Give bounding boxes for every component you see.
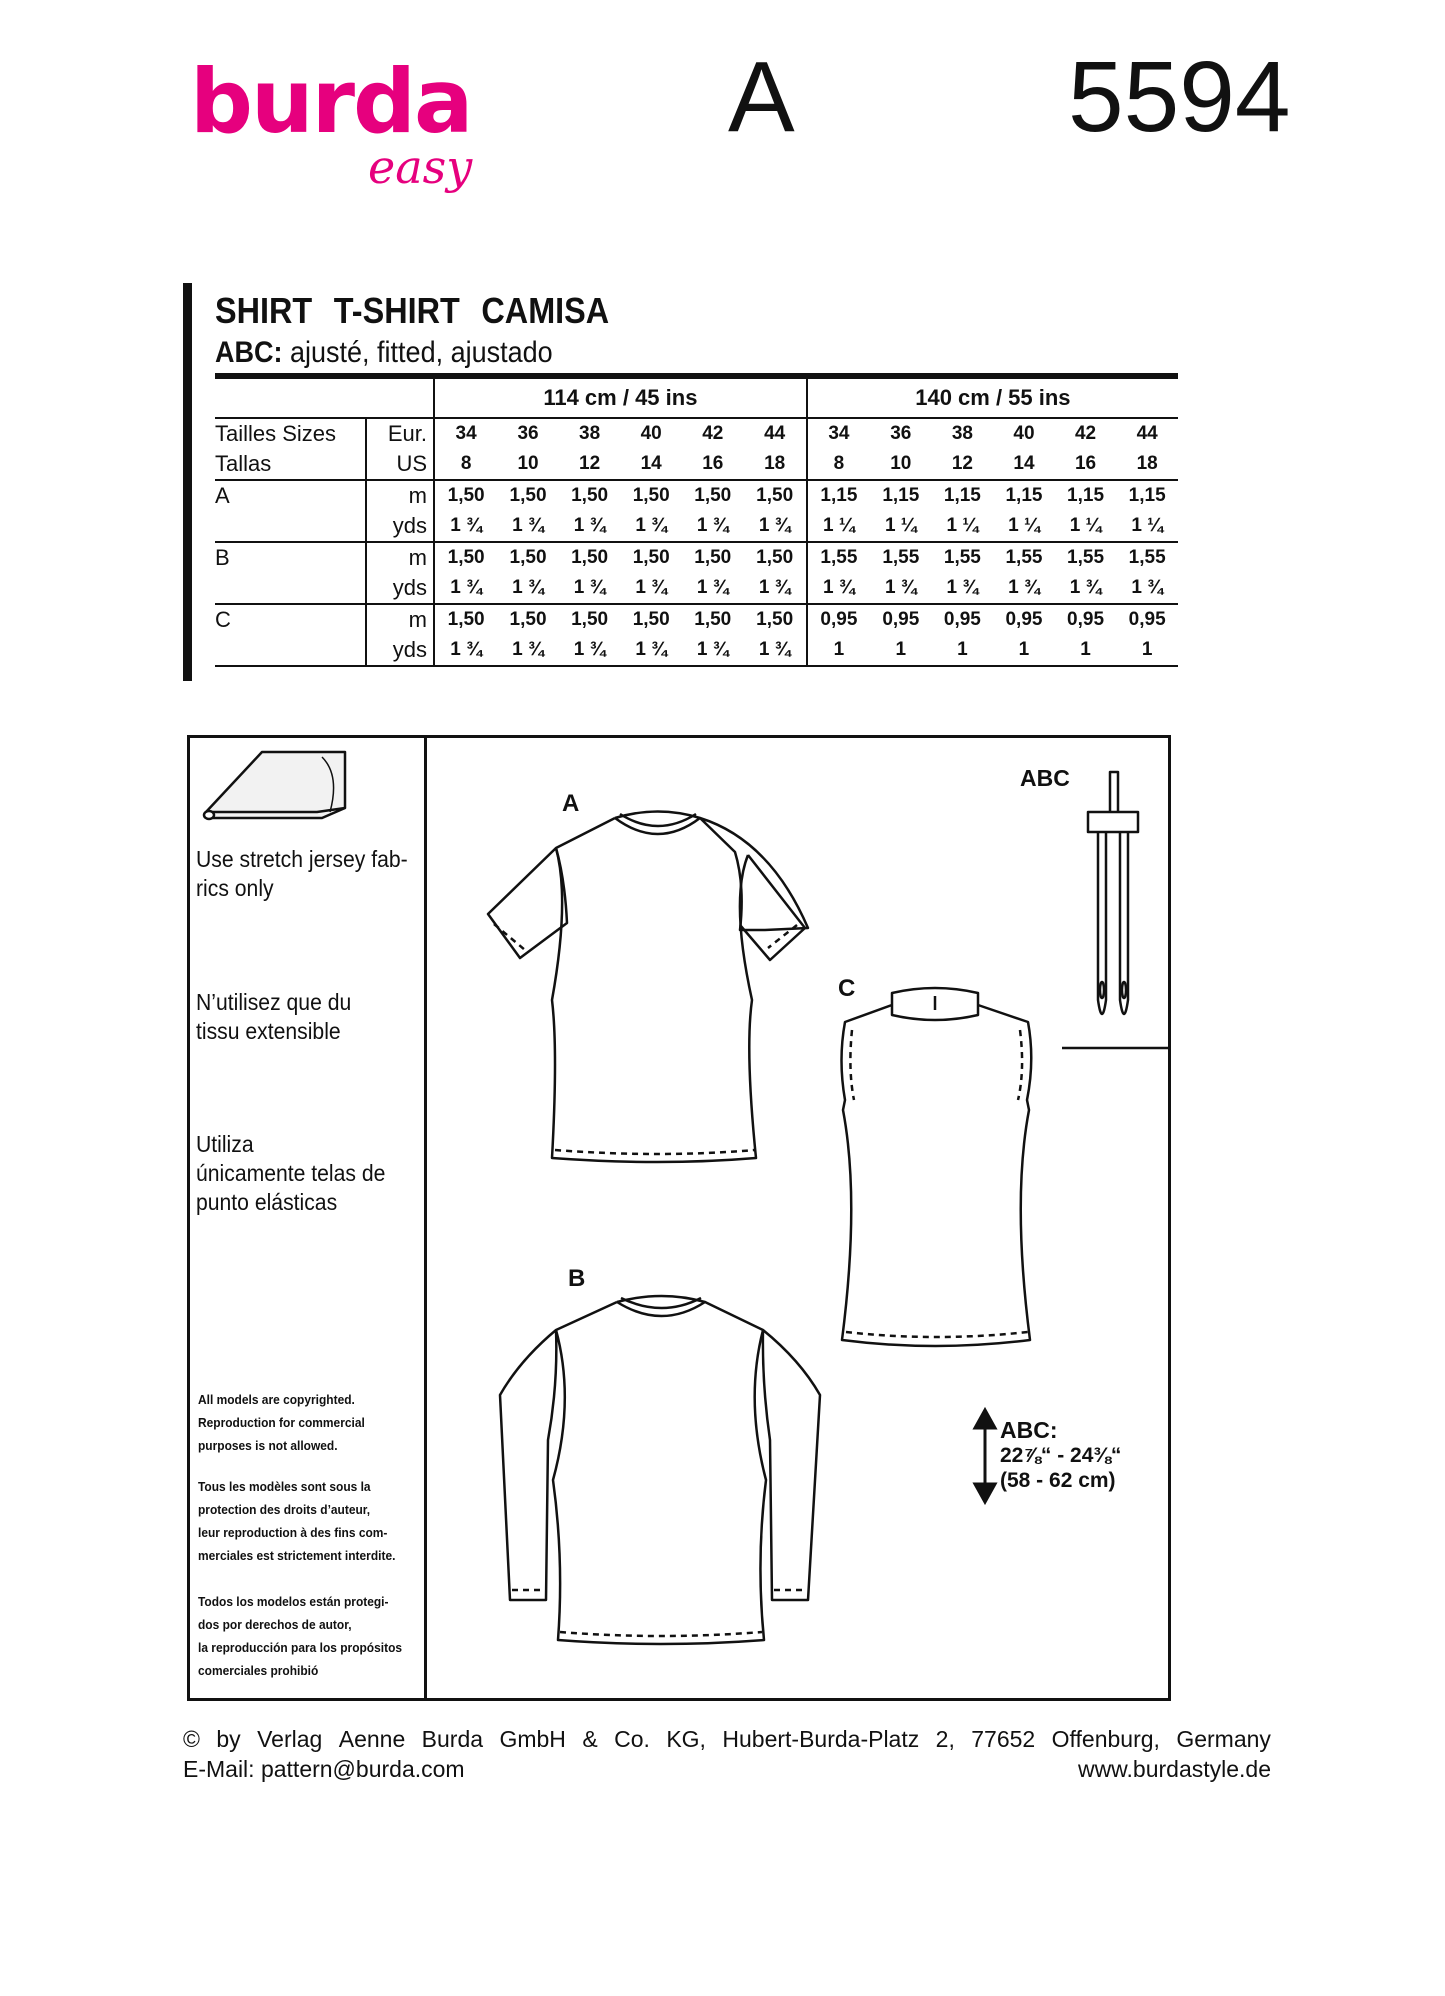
yardage-cell: 0,95 [943, 609, 981, 630]
yardage-cell: 1,50 [571, 547, 609, 568]
yardage-cell: 1,50 [744, 604, 807, 635]
eur-size: 42 [1074, 423, 1097, 444]
yardage-cell: 1 [1116, 635, 1178, 666]
yardage-cell: 1,50 [744, 480, 807, 511]
yardage-cell: 1 ¾ [559, 573, 621, 604]
footer-word: GmbH [499, 1726, 566, 1752]
us-size: 8 [807, 449, 870, 480]
yardage-cell: 1,50 [447, 547, 485, 568]
eur-size: 40 [640, 423, 662, 444]
yardage-cell: 1,55 [943, 547, 981, 568]
yardage-cell: 1,50 [632, 609, 670, 630]
unit-label: m [366, 480, 434, 511]
fabric-bolt-icon [204, 752, 345, 819]
us-size: 18 [744, 449, 807, 480]
yardage-cell: 1,15 [820, 485, 858, 506]
legal-line: dos por derechos de autor, [198, 1617, 352, 1632]
yardage-cell: 1,50 [632, 547, 670, 568]
footer-word: Aenne [338, 1726, 406, 1752]
yardage-cell: 1,55 [882, 547, 920, 568]
yardage-cell: 1 ¾ [932, 573, 994, 604]
eur-size: 38 [579, 423, 601, 444]
footer-word: & [582, 1726, 598, 1752]
footer-word: © [183, 1726, 200, 1752]
footer-website[interactable]: www.burdastyle.de [1077, 1756, 1271, 1782]
footer-publisher [183, 1726, 1271, 1753]
yardage-cell: 1 ¾ [1055, 573, 1117, 604]
yardage-cell: 1 ¾ [620, 573, 682, 604]
us-size: 12 [932, 449, 994, 480]
us-size: 10 [870, 449, 932, 480]
yardage-cell: 1,55 [820, 547, 858, 568]
yardage-cell: 1 ¼ [932, 511, 994, 542]
note-fr-line: N’utilisez que du [196, 989, 352, 1015]
eur-size: 38 [951, 423, 973, 444]
yardage-cell: 1,50 [447, 485, 485, 506]
view-letter: A [728, 41, 795, 153]
garment-label-a: A [562, 790, 580, 817]
footer-word: KG, [666, 1726, 706, 1752]
yardage-cell: 1 [993, 635, 1055, 666]
yardage-cell: 1 ¾ [434, 511, 497, 542]
yardage-cell: 1,15 [1005, 485, 1043, 506]
yardage-cell: 1 ¼ [993, 511, 1055, 542]
yardage-cell: 1 ¾ [497, 573, 559, 604]
unit-label: m [366, 542, 434, 573]
legal-line: purposes is not allowed. [198, 1438, 338, 1453]
yardage-cell: 1 ¾ [682, 511, 744, 542]
yardage-cell: 1,50 [447, 609, 485, 630]
yardage-cell: 1,15 [1128, 485, 1166, 506]
us-size: 10 [497, 449, 559, 480]
yardage-cell: 0,95 [882, 609, 920, 630]
yardage-cell: 1 [807, 635, 870, 666]
eur-size: 44 [1136, 423, 1158, 444]
yardage-cell: 1 ¾ [807, 573, 870, 604]
us-size: 12 [559, 449, 621, 480]
eur-label: Eur. [366, 418, 434, 449]
length-arrow-icon [975, 1410, 995, 1502]
yardage-cell: 1 ¾ [1116, 573, 1178, 604]
unit-label: yds [366, 511, 434, 542]
footer-word: Offenburg, [1051, 1726, 1160, 1752]
yardage-cell: 1 ¼ [1055, 511, 1117, 542]
yardage-cell: 1,50 [694, 609, 732, 630]
yardage-cell: 1 ¼ [870, 511, 932, 542]
yardage-cell: 1,50 [509, 547, 547, 568]
yardage-cell: 1 ¼ [1116, 511, 1178, 542]
legal-line: comerciales prohibió [198, 1663, 319, 1678]
note-en-line: Use stretch jersey fab- [196, 846, 408, 872]
legal-line: Todos los modelos están protegi- [198, 1594, 389, 1609]
unit-label: m [366, 604, 434, 635]
yardage-cell: 0,95 [1128, 609, 1166, 630]
footer-email[interactable]: E-Mail: pattern@burda.com [183, 1756, 465, 1782]
yardage-cell: 1,50 [571, 485, 609, 506]
length-cm: (58 - 62 cm) [1000, 1469, 1116, 1492]
footer-word: Burda [421, 1726, 484, 1752]
footer-word: Co. [614, 1726, 650, 1752]
length-label: ABC: [1000, 1417, 1058, 1443]
yardage-cell: 1,50 [509, 485, 547, 506]
garment-a-drawing [488, 812, 808, 1163]
note-fr-line: tissu extensible [196, 1018, 341, 1044]
unit-label: yds [366, 573, 434, 604]
yardage-cell: 1 ¾ [620, 635, 682, 666]
footer-contact [183, 1756, 1271, 1783]
footer-word: Germany [1176, 1726, 1271, 1752]
brand-logo: burda [190, 50, 472, 153]
yardage-cell: 1,55 [1067, 547, 1105, 568]
size-label: Tailles Sizes [215, 421, 337, 446]
yardage-cell: 1 ¾ [682, 573, 744, 604]
us-size: 16 [682, 449, 744, 480]
yardage-cell: 1 [932, 635, 994, 666]
twin-needle-icon [1088, 772, 1138, 1014]
note-es-line: Utiliza [196, 1131, 254, 1157]
yardage-cell: 1,15 [943, 485, 981, 506]
view-label: C [215, 607, 231, 632]
eur-size: 36 [890, 423, 912, 444]
footer-word: Hubert-Burda-Platz [722, 1726, 920, 1752]
us-size: 14 [993, 449, 1055, 480]
yardage-cell: 0,95 [1067, 609, 1105, 630]
yardage-cell: 1 [1055, 635, 1117, 666]
eur-size: 42 [702, 423, 724, 444]
yardage-cell: 1,50 [694, 547, 732, 568]
us-size: 16 [1055, 449, 1117, 480]
legal-line: All models are copyrighted. [198, 1392, 355, 1407]
yardage-cell: 1 ¾ [744, 635, 807, 666]
view-label: B [215, 545, 230, 570]
yardage-cell: 1 ¾ [870, 573, 932, 604]
yardage-cell: 1 ¾ [682, 635, 744, 666]
yardage-cell: 1,50 [744, 542, 807, 573]
yardage-cell: 1,50 [509, 609, 547, 630]
garment-label-b: B [568, 1265, 586, 1292]
fabric-width-114: 114 cm / 45 ins [434, 376, 807, 418]
eur-size: 36 [517, 423, 539, 444]
yardage-cell: 1,55 [1128, 547, 1166, 568]
fabric-width-140: 140 cm / 55 ins [807, 376, 1178, 418]
note-es-line: punto elásticas [196, 1189, 338, 1215]
yardage-cell: 1,15 [882, 485, 920, 506]
yardage-cell: 1,55 [1005, 547, 1043, 568]
footer-word: 77652 [971, 1726, 1036, 1752]
yardage-cell: 1 ¾ [497, 635, 559, 666]
us-label: US [366, 449, 434, 480]
yardage-cell: 1 ¾ [434, 573, 497, 604]
yardage-cell: 1 ¾ [744, 511, 807, 542]
legal-line: leur reproduction à des fins com- [198, 1525, 388, 1540]
footer-word: 2, [935, 1726, 955, 1752]
us-size: 18 [1116, 449, 1178, 480]
note-en-line: rics only [196, 875, 274, 901]
garment-c-drawing [842, 988, 1032, 1346]
legal-line: Reproduction for commercial [198, 1415, 365, 1430]
unit-label: yds [366, 635, 434, 666]
garment-label-c: C [838, 975, 856, 1002]
yardage-cell: 1 ¾ [434, 635, 497, 666]
legal-line: la reproducción para los propósitos [198, 1640, 403, 1655]
yardage-cell: 1,50 [694, 485, 732, 506]
yardage-cell: 1 ¾ [620, 511, 682, 542]
eur-size: 34 [455, 423, 477, 444]
fit-prefix: ABC: [215, 336, 283, 369]
yardage-cell: 1 ¾ [559, 511, 621, 542]
footer-word: by [216, 1726, 241, 1752]
needle-label: ABC [1020, 765, 1070, 791]
yardage-cell: 0,95 [820, 609, 858, 630]
garment-b-drawing [500, 1296, 820, 1644]
legal-line: protection des droits d’auteur, [198, 1502, 371, 1517]
us-size: 14 [620, 449, 682, 480]
size-label-es: Tallas [215, 449, 366, 480]
footer-word: Verlag [257, 1726, 323, 1752]
us-size: 8 [434, 449, 497, 480]
eur-size: 44 [744, 418, 807, 449]
garment-title: SHIRT T-SHIRT CAMISA [215, 290, 610, 331]
yardage-cell: 1 ¾ [559, 635, 621, 666]
yardage-cell: 1 ¾ [497, 511, 559, 542]
yardage-cell: 1,50 [571, 609, 609, 630]
view-label: A [215, 483, 230, 508]
fit-text: ajusté, fitted, ajustado [282, 336, 553, 369]
legal-line: merciales est strictement interdite. [198, 1548, 396, 1563]
yardage-cell: 1 ¾ [993, 573, 1055, 604]
yardage-cell: 1,15 [1067, 485, 1105, 506]
pattern-number: 5594 [1068, 41, 1291, 153]
legal-line: Tous les modèles sont sous la [198, 1479, 371, 1494]
yardage-cell: 1 ¼ [807, 511, 870, 542]
yardage-cell: 1 ¾ [744, 573, 807, 604]
length-ins: 22⅞“ - 24⅜“ [1000, 1444, 1122, 1467]
note-es-line: únicamente telas de [196, 1160, 386, 1186]
yardage-cell: 1,50 [632, 485, 670, 506]
eur-size: 40 [1013, 423, 1035, 444]
yardage-cell: 0,95 [1005, 609, 1043, 630]
yardage-cell: 1 [870, 635, 932, 666]
brand-logo-sub: easy [368, 140, 473, 194]
eur-size: 34 [828, 423, 850, 444]
